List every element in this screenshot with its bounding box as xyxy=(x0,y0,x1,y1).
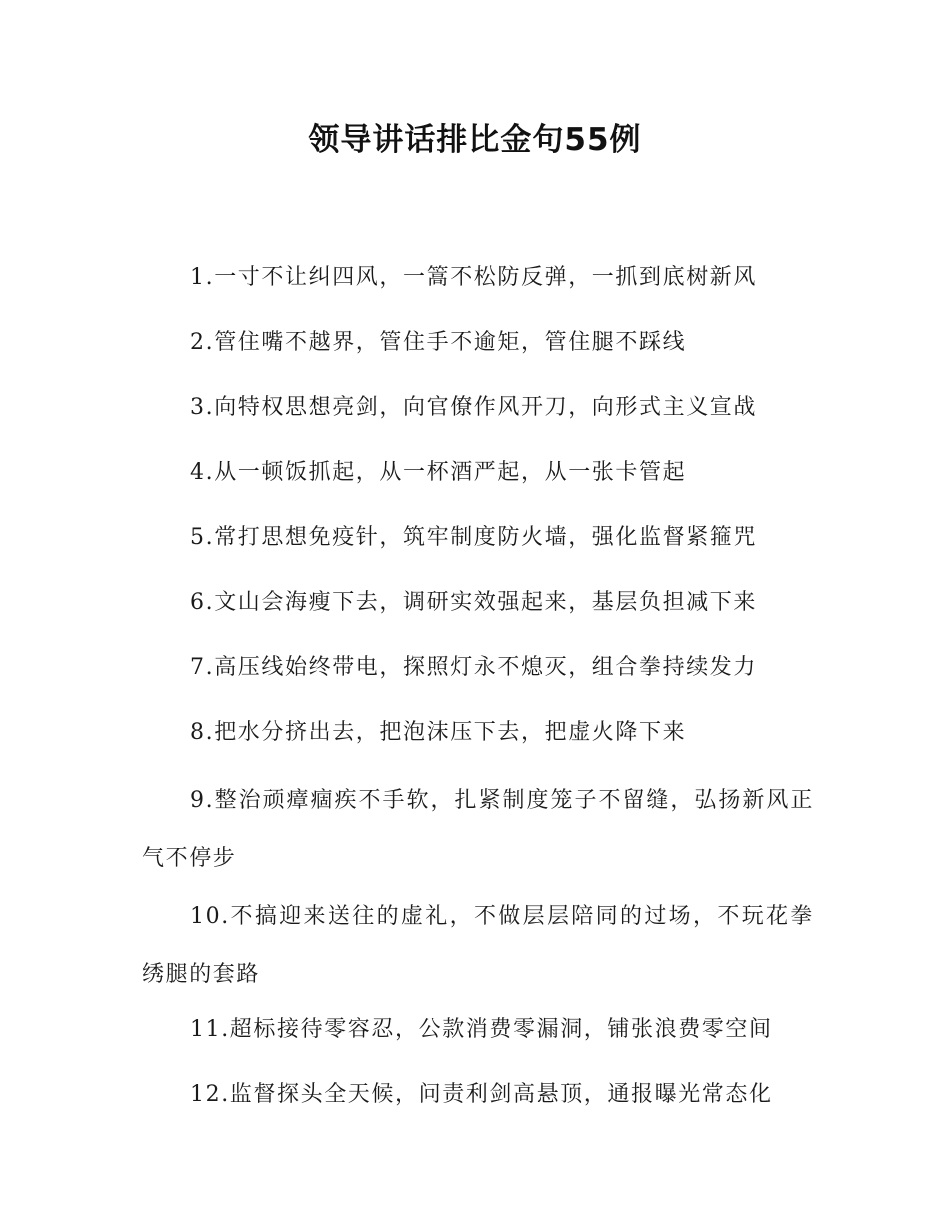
list-item: 9.整治顽瘴痼疾不手软，扎紧制度笼子不留缝，弘扬新风正气不停步 xyxy=(142,788,814,871)
list-item: 10.不搞迎来送往的虚礼，不做层层陪同的过场，不玩花拳绣腿的套路 xyxy=(142,904,814,987)
list-item: 1.一寸不让纠四风，一篙不松防反弹，一抓到底树新风 xyxy=(190,265,757,290)
sentence-list xyxy=(142,252,814,1134)
list-item: 4.从一顿饭抓起，从一杯酒严起，从一张卡管起 xyxy=(190,460,687,485)
list-item: 6.文山会海瘦下去，调研实效强起来，基层负担减下来 xyxy=(190,590,757,615)
list-item: 8.把水分挤出去，把泡沫压下去，把虚火降下来 xyxy=(190,720,687,745)
list-item: 7.高压线始终带电，探照灯永不熄灭，组合拳持续发力 xyxy=(190,655,757,680)
document-title: 领导讲话排比金句55例 xyxy=(308,122,642,158)
list-item: 2.管住嘴不越界，管住手不逾矩，管住腿不踩线 xyxy=(190,330,687,355)
list-item: 5.常打思想免疫针，筑牢制度防火墙，强化监督紧箍咒 xyxy=(190,525,757,550)
list-item: 3.向特权思想亮剑，向官僚作风开刀，向形式主义宣战 xyxy=(190,395,757,420)
list-item: 12.监督探头全天候，问责利剑高悬顶，通报曝光常态化 xyxy=(190,1082,773,1107)
list-item: 11.超标接待零容忍，公款消费零漏洞，铺张浪费零空间 xyxy=(190,1017,773,1042)
